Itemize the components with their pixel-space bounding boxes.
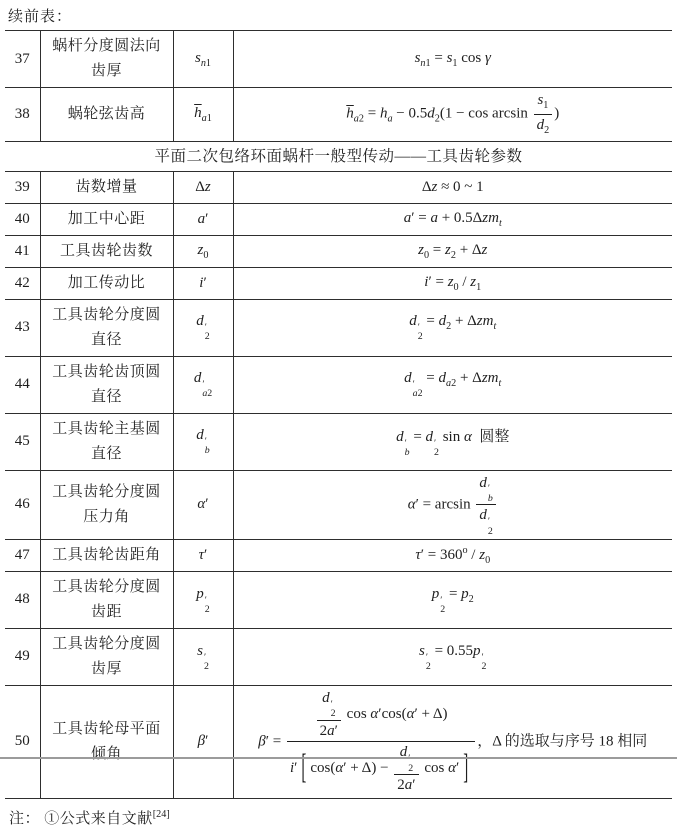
formula-cell: $\tau' = 360^o / z_0$: [233, 539, 672, 571]
param-name-cell: 蜗轮弦齿高: [40, 88, 173, 142]
row-number-cell: 46: [5, 470, 40, 539]
footnote: [5, 799, 672, 831]
symbol-cell: $s_{n1}$: [173, 31, 233, 88]
table-row: [5, 299, 672, 356]
param-name-cell: 齿数增量: [40, 171, 173, 203]
symbol-cell: d ′ b: [173, 413, 233, 470]
table-row: [5, 571, 672, 628]
symbol-cell: d ′ a2: [173, 356, 233, 413]
table-row: [5, 171, 672, 203]
formula-cell: $z_0 = z_2 + \Delta z$: [233, 235, 672, 267]
symbol-cell: p ′ 2: [173, 571, 233, 628]
formula-cell: a′ = a + 0.5Δzm$_t$: [233, 203, 672, 235]
param-name-cell: 工具齿轮齿数: [40, 235, 173, 267]
section-title: 平面二次包络环面蜗杆一般型传动——工具齿轮参数: [154, 147, 523, 165]
table-row: [5, 413, 672, 470]
param-name-cell: 工具齿轮分度圆 直径: [40, 299, 173, 356]
formula-cell: p ′ 2 = $p_2$: [233, 571, 672, 628]
formula-cell: d ′ a2 = $d_{a2} + \Delta zm_t$: [233, 356, 672, 413]
formula-cell: β′ = d ′ 2 2a′ cos α′cos(α′ + Δ) i′ [ cos(α′ + Δ) − d ′ 2 2a′ cos α′ ] ，Δ 的选取与序号 18 相同: [233, 685, 672, 798]
table-row: [5, 356, 672, 413]
prev-table: [5, 30, 672, 142]
table-row: [5, 203, 672, 235]
symbol-cell: τ′: [173, 539, 233, 571]
formula-cell: $s_{n1} = s_1$ cos γ: [233, 31, 672, 88]
formula-cell: Δz ≈ 0 ~ 1: [233, 171, 672, 203]
table-row: [5, 31, 672, 88]
param-name-cell: 工具齿轮齿顶圆 直径: [40, 356, 173, 413]
row-number-cell: 38: [5, 88, 40, 142]
param-name-cell: 工具齿轮分度圆 压力角: [40, 470, 173, 539]
param-name-cell: 蜗杆分度圆法向 齿厚: [40, 31, 173, 88]
row-number-cell: 42: [5, 267, 40, 299]
table-row: [5, 539, 672, 571]
row-number-cell: 47: [5, 539, 40, 571]
symbol-cell: α′: [173, 470, 233, 539]
symbol-cell: s ′ 2: [173, 628, 233, 685]
symbol-cell: d ′ 2: [173, 299, 233, 356]
param-name-cell: 加工中心距: [40, 203, 173, 235]
row-number-cell: 45: [5, 413, 40, 470]
symbol-cell: a′: [173, 203, 233, 235]
symbol-cell: i′: [173, 267, 233, 299]
formula-cell: s ′ 2 = 0.55p ′ 2: [233, 628, 672, 685]
row-number-cell: 37: [5, 31, 40, 88]
param-name-cell: 工具齿轮母平面 倾角: [40, 685, 173, 798]
table-row: [5, 470, 672, 539]
table-row: [5, 88, 672, 142]
table-row: [5, 267, 672, 299]
tool-gear-table: [5, 171, 672, 799]
row-number-cell: 40: [5, 203, 40, 235]
prev-table-body: [5, 31, 672, 142]
symbol-cell: $z_0$: [173, 235, 233, 267]
row-number-cell: 41: [5, 235, 40, 267]
row-number-cell: 50: [5, 685, 40, 798]
row-number-cell: 44: [5, 356, 40, 413]
footnote-body: ①公式来自文献: [44, 810, 153, 827]
formula-cell: $i' = z_0 / z_1$: [233, 267, 672, 299]
symbol-cell: β′: [173, 685, 233, 798]
table-row: [5, 235, 672, 267]
row-number-cell: 48: [5, 571, 40, 628]
footnote-citation: [24]: [152, 808, 170, 820]
formula-cell: d ′ b = d ′ 2 sin α 圆整: [233, 413, 672, 470]
continuation-label: 续前表：: [8, 9, 73, 25]
param-name-cell: 工具齿轮分度圆 齿厚: [40, 628, 173, 685]
formula-cell: d ′ 2 = $d_2 + \Delta zm_t$: [233, 299, 672, 356]
formula-cell: $\overline{h}_{a2} = h_a - 0.5d_2(1 - \cos \arcsin$ $\frac{s_1}{d_2}$ ): [233, 88, 672, 142]
param-name-cell: 工具齿轮主基圆 直径: [40, 413, 173, 470]
table-row: [5, 628, 672, 685]
param-name-cell: 工具齿轮齿距角: [40, 539, 173, 571]
footnote-prefix: 注：: [9, 810, 41, 827]
table-row: [5, 685, 672, 798]
param-name-cell: 加工传动比: [40, 267, 173, 299]
row-number-cell: 39: [5, 171, 40, 203]
row-number-cell: 43: [5, 299, 40, 356]
symbol-cell: Δz: [173, 171, 233, 203]
row-number-cell: 49: [5, 628, 40, 685]
page-bottom-rule: [0, 757, 677, 759]
param-name-cell: 工具齿轮分度圆 齿距: [40, 571, 173, 628]
symbol-cell: $\overline{h}_{a1}$: [173, 88, 233, 142]
tool-gear-table-body: [5, 171, 672, 798]
formula-cell: α′ = arcsin d ′ b d ′ 2: [233, 470, 672, 539]
